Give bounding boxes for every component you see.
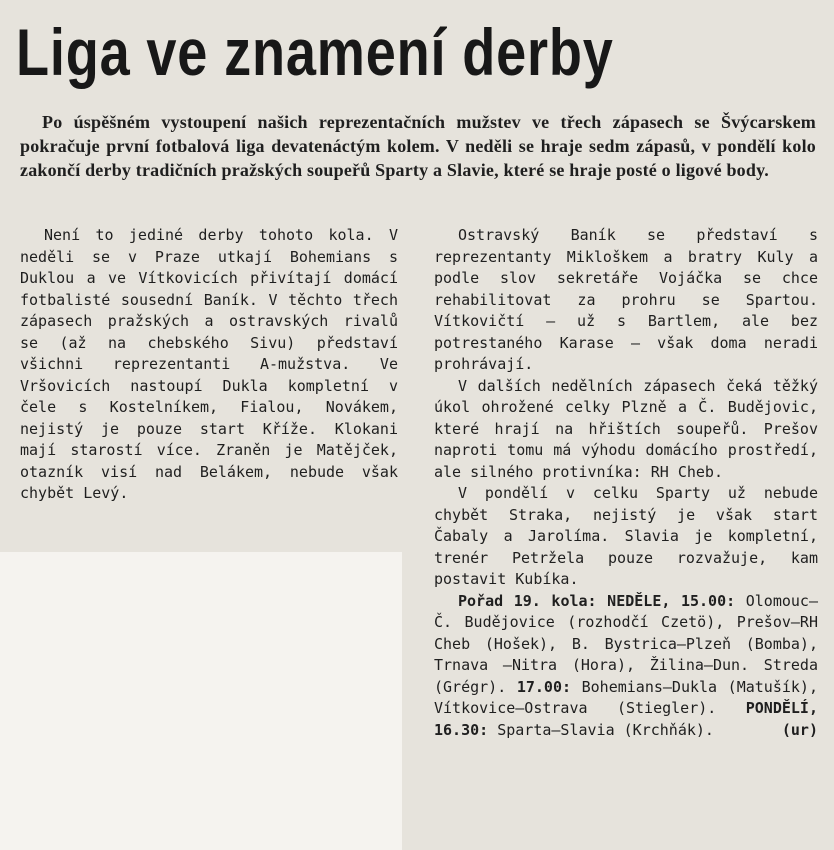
left-paragraph-1: Není to jediné derby tohoto kola. V neděli se v Praze utkají Bohemians s Duklou a ve Vítkovicích přivítají domácí fotbalisté sousední Baník. V těchto třech zápasech pražských a ostravských rivalů se (až na chebského Sivu) představí všichni reprezentanti A-mužstva. Ve Vršovicích nastoupí Dukla kompletní v čele s Kostelníkem, Fialou, Novákem, nejistý je pouze start Kříže. Klokani mají starostí více. Zraněn je Matějček, otazník visí nad Belákem, nebude však chybět Levý. bbox=[20, 226, 398, 502]
right-column bbox=[434, 225, 818, 741]
right-paragraph-1: Ostravský Baník se představí s reprezentanty Mikloškem a bratry Kuly a podle slov sekretáře Vojáčka se chce rehabilitovat za prohru se Spartou. Vítkovičtí — už s Bartlem, ale bez potrestaného Karase — však doma neradi prohrávají. bbox=[434, 226, 818, 373]
author-initials: (ur) bbox=[781, 720, 818, 739]
headline: Liga ve znamení derby bbox=[16, 15, 614, 89]
lead-paragraph: Po úspěšném vystoupení našich reprezentačních mužstev ve třech zápasech se Švýcarskem pokračuje první fotbalová liga devatenáctým kolem. V neděli se hraje sedm zápasů, v pondělí kolo zakončí derby tradičních pražských soupeřů Sparty a Slavie, které se hraje posté o ligové body. bbox=[20, 112, 816, 180]
program-monday-label: PONDĚLÍ, 16.30: bbox=[434, 699, 818, 739]
program-sunday-1500: Olomouc—Č. Budějovice (rozhodčí Czetö), Prešov—RH Cheb (Hošek), B. Bystrica—Plzeň (Bomba), Trnava —Nitra (Hora), Žilina—Dun. Streda (Grégr). bbox=[434, 591, 818, 696]
program-time-1700: 17.00: bbox=[516, 677, 572, 696]
right-paragraph-3: V pondělí v celku Sparty už nebude chybět Straka, nejistý je však start Čabaly a Jarolíma. Slavia je kompletní, trenér Petržela pouze rozvažuje, kam postavit Kubíka. bbox=[434, 484, 818, 588]
program-sunday-1700: Bohemians—Dukla (Matušík), Vítkovice—Ostrava (Stiegler). bbox=[434, 677, 818, 717]
left-column bbox=[20, 225, 398, 505]
program-monday: Sparta—Slavia (Krchňák). bbox=[497, 720, 714, 739]
program-heading: Pořad 19. kola: NEDĚLE, 15.00: bbox=[458, 591, 736, 610]
match-program bbox=[434, 591, 818, 742]
right-paragraph-2: V dalších nedělních zápasech čeká těžký úkol ohrožené celky Plzně a Č. Budějovic, které hrají na hřištích soupeřů. Prešov naproti tomu má výhodu domácího prostředí, ale silného protivníka: RH Cheb. bbox=[434, 376, 818, 481]
blank-area bbox=[0, 552, 402, 850]
